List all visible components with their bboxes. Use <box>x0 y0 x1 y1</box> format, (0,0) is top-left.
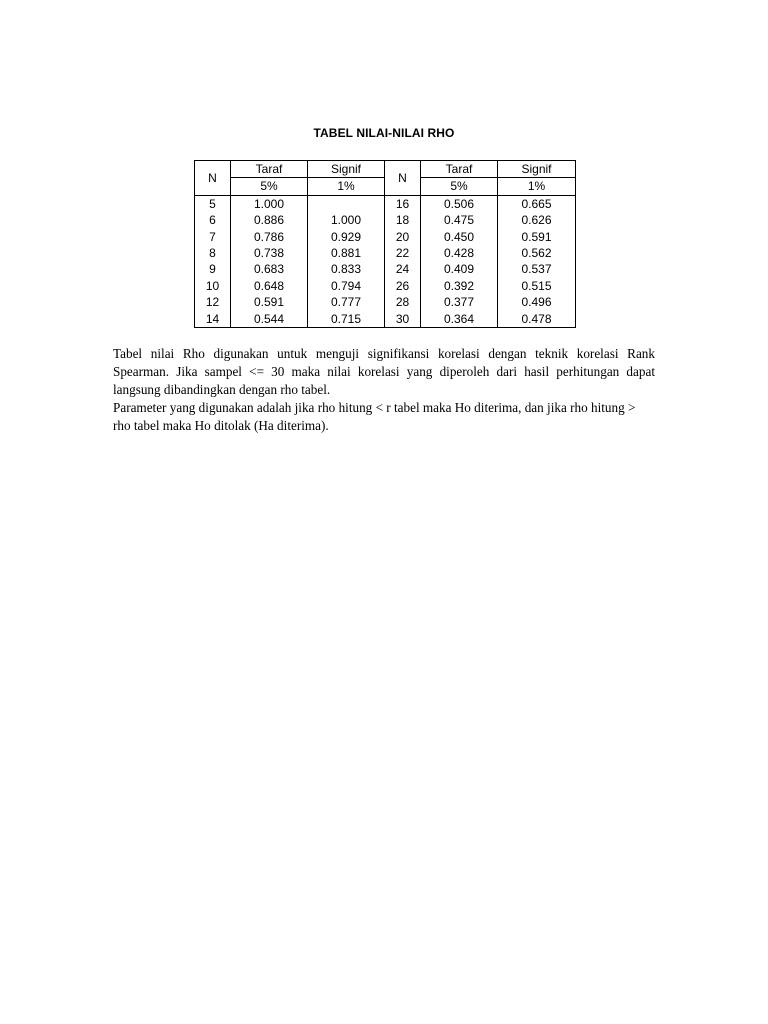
cell-5pct-right: 0.475 <box>421 212 498 228</box>
cell-n-left: 5 <box>195 195 231 212</box>
table-row <box>195 212 576 228</box>
cell-1pct-left: 0.794 <box>308 278 385 294</box>
cell-5pct-right: 0.377 <box>421 294 498 310</box>
cell-n-left: 6 <box>195 212 231 228</box>
description-paragraph-1: Tabel nilai Rho digunakan untuk menguji signifikansi korelasi dengan teknik korelasi Rank Spearman. Jika sampel <= 30 maka nilai korelasi yang diperoleh dari hasil perhitungan dapat langsung dibandingkan dengan rho tabel. <box>113 346 655 397</box>
table-body <box>195 195 576 327</box>
cell-5pct-left: 0.886 <box>231 212 308 228</box>
header-1pct-left: 1% <box>308 178 385 195</box>
page-title: TABEL NILAI-NILAI RHO <box>313 126 455 140</box>
cell-n-left: 14 <box>195 311 231 328</box>
cell-n-right: 26 <box>385 278 421 294</box>
table-row <box>195 261 576 277</box>
description <box>113 345 655 435</box>
table-row <box>195 195 576 212</box>
header-signif-left: Signif <box>308 161 385 178</box>
cell-1pct-right: 0.591 <box>498 229 576 245</box>
cell-n-left: 9 <box>195 261 231 277</box>
cell-1pct-left <box>308 195 385 212</box>
cell-5pct-right: 0.428 <box>421 245 498 261</box>
table-row <box>195 229 576 245</box>
cell-n-right: 28 <box>385 294 421 310</box>
cell-n-right: 30 <box>385 311 421 328</box>
cell-1pct-left: 0.833 <box>308 261 385 277</box>
table-row <box>195 294 576 310</box>
header-5pct-left: 5% <box>231 178 308 195</box>
cell-1pct-right: 0.665 <box>498 195 576 212</box>
cell-5pct-left: 0.683 <box>231 261 308 277</box>
header-taraf-left: Taraf <box>231 161 308 178</box>
cell-1pct-right: 0.496 <box>498 294 576 310</box>
cell-5pct-left: 0.738 <box>231 245 308 261</box>
cell-5pct-right: 0.450 <box>421 229 498 245</box>
cell-n-right: 24 <box>385 261 421 277</box>
header-taraf-right: Taraf <box>421 161 498 178</box>
cell-5pct-right: 0.392 <box>421 278 498 294</box>
cell-1pct-left: 0.929 <box>308 229 385 245</box>
cell-5pct-right: 0.409 <box>421 261 498 277</box>
cell-5pct-right: 0.364 <box>421 311 498 328</box>
cell-n-right: 22 <box>385 245 421 261</box>
cell-1pct-right: 0.537 <box>498 261 576 277</box>
cell-n-right: 20 <box>385 229 421 245</box>
header-signif-right: Signif <box>498 161 576 178</box>
header-5pct-right: 5% <box>421 178 498 195</box>
cell-1pct-left: 0.715 <box>308 311 385 328</box>
cell-1pct-right: 0.626 <box>498 212 576 228</box>
cell-n-right: 18 <box>385 212 421 228</box>
cell-n-left: 12 <box>195 294 231 310</box>
cell-n-right: 16 <box>385 195 421 212</box>
description-paragraph-2: Parameter yang digunakan adalah jika rho hitung < r tabel maka Ho diterima, dan jika rho hitung > rho tabel maka Ho ditolak (Ha diterima). <box>113 400 636 433</box>
header-n-right: N <box>385 161 421 196</box>
cell-1pct-left: 0.777 <box>308 294 385 310</box>
cell-5pct-left: 0.786 <box>231 229 308 245</box>
cell-5pct-left: 0.591 <box>231 294 308 310</box>
table-row <box>195 311 576 328</box>
cell-1pct-left: 0.881 <box>308 245 385 261</box>
rho-table <box>194 160 576 328</box>
cell-1pct-right: 0.478 <box>498 311 576 328</box>
cell-5pct-left: 1.000 <box>231 195 308 212</box>
table-row <box>195 278 576 294</box>
cell-1pct-left: 1.000 <box>308 212 385 228</box>
cell-n-left: 7 <box>195 229 231 245</box>
cell-n-left: 8 <box>195 245 231 261</box>
cell-1pct-right: 0.515 <box>498 278 576 294</box>
cell-5pct-left: 0.648 <box>231 278 308 294</box>
cell-5pct-right: 0.506 <box>421 195 498 212</box>
header-1pct-right: 1% <box>498 178 576 195</box>
table-row <box>195 245 576 261</box>
cell-5pct-left: 0.544 <box>231 311 308 328</box>
header-n-left: N <box>195 161 231 196</box>
cell-n-left: 10 <box>195 278 231 294</box>
cell-1pct-right: 0.562 <box>498 245 576 261</box>
